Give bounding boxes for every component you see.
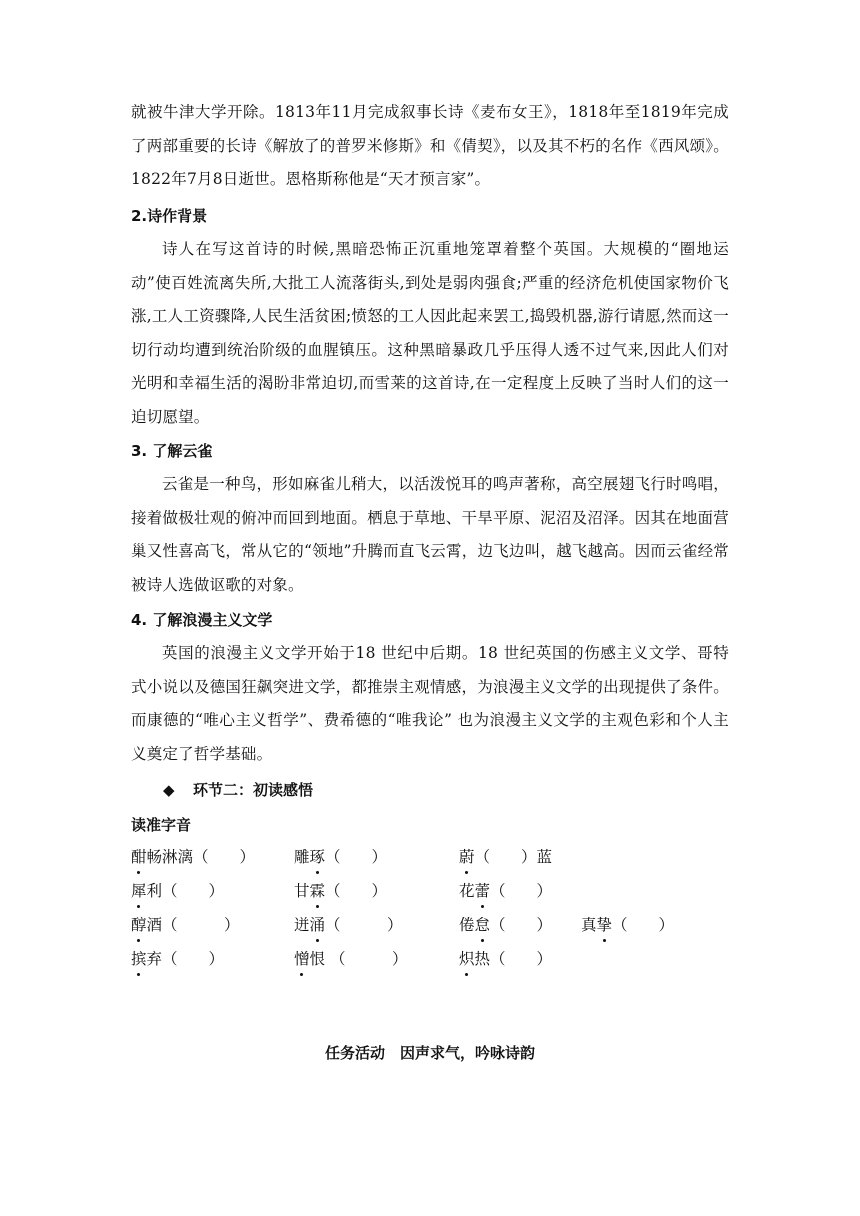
bullet-label: 环节二：初读感悟	[193, 781, 314, 799]
word-row	[131, 876, 731, 906]
word-item: 醇酒（ ）	[131, 910, 240, 940]
section-heading-romanticism: 4. 了解浪漫主义文学	[131, 611, 273, 629]
word-item: 真挚（ ）	[581, 910, 674, 940]
intro-paragraph: 就被牛津大学开除。1813年11月完成叙事长诗《麦布女王》，1818年至1819年完成了两部重要的长诗《解放了的普罗米修斯》和《倩契》，以及其不朽的名作《西风颂》。1822年7月8日逝世。恩格斯称他是“天才预言家”。	[131, 103, 729, 188]
section-heading-skylark: 3. 了解云雀	[131, 442, 213, 460]
word-item: 摈弃（ ）	[131, 944, 224, 974]
section-heading-background: 2.诗作背景	[131, 207, 208, 225]
word-row	[131, 910, 731, 940]
diamond-bullet-icon: ◆	[163, 781, 175, 799]
bullet-section-title	[163, 777, 313, 803]
word-row	[131, 842, 731, 872]
word-item: 花蕾（ ）	[459, 876, 552, 906]
section-body-romanticism: 英国的浪漫主义文学开始于18 世纪中后期。18 世纪英国的伤感主义文学、哥特式小说以及德国狂飙突进文学，都推崇主观情感，为浪漫主义文学的出现提供了条件。而康德的“唯心主义哲学”、费希德的“唯我论” 也为浪漫主义文学的主观色彩和个人主义奠定了哲学基础。	[131, 644, 729, 763]
word-item: 雕琢（ ）	[294, 842, 387, 872]
word-item: 酣畅淋漓（ ）	[131, 842, 255, 872]
pronunciation-heading: 读准字音	[131, 816, 192, 834]
word-item: 甘霖（ ）	[294, 876, 387, 906]
word-row	[131, 944, 731, 974]
word-item: 炽热（ ）	[459, 944, 552, 974]
section-body-skylark: 云雀是一种鸟，形如麻雀儿稍大，以活泼悦耳的鸣声著称，高空展翅飞行时鸣唱，接着做极壮观的俯冲而回到地面。栖息于草地、干旱平原、泥沼及沼泽。因其在地面营巢又性喜高飞，常从它的“领地”升腾而直飞云霄，边飞边叫，越飞越高。因而云雀经常被诗人选做讴歌的对象。	[131, 475, 729, 594]
word-item: 倦怠（ ）	[459, 910, 552, 940]
section-body-background: 诗人在写这首诗的时候,黑暗恐怖正沉重地笼罩着整个英国。大规模的“圈地运动”使百姓流离失所,大批工人流落街头,到处是弱肉强食;严重的经济危机使国家物价飞涨,工人工资骤降,人民生活贫困;愤怒的工人因此起来罢工,捣毁机器,游行请愿,然而这一切行动均遭到统治阶级的血腥镇压。这种黑暗暴政几乎压得人透不过气来,因此人们对光明和幸福生活的渴盼非常迫切,而雪莱的这首诗,在一定程度上反映了当时人们的这一迫切愿望。	[131, 240, 729, 426]
word-item: 憎恨 （ ）	[294, 944, 407, 974]
word-item: 迸涌（ ）	[294, 910, 403, 940]
word-item: 蔚（ ）蓝	[459, 842, 552, 872]
task-activity-title: 任务活动 因声求气，吟咏诗韵	[324, 1044, 535, 1062]
word-item: 犀利（ ）	[131, 876, 224, 906]
